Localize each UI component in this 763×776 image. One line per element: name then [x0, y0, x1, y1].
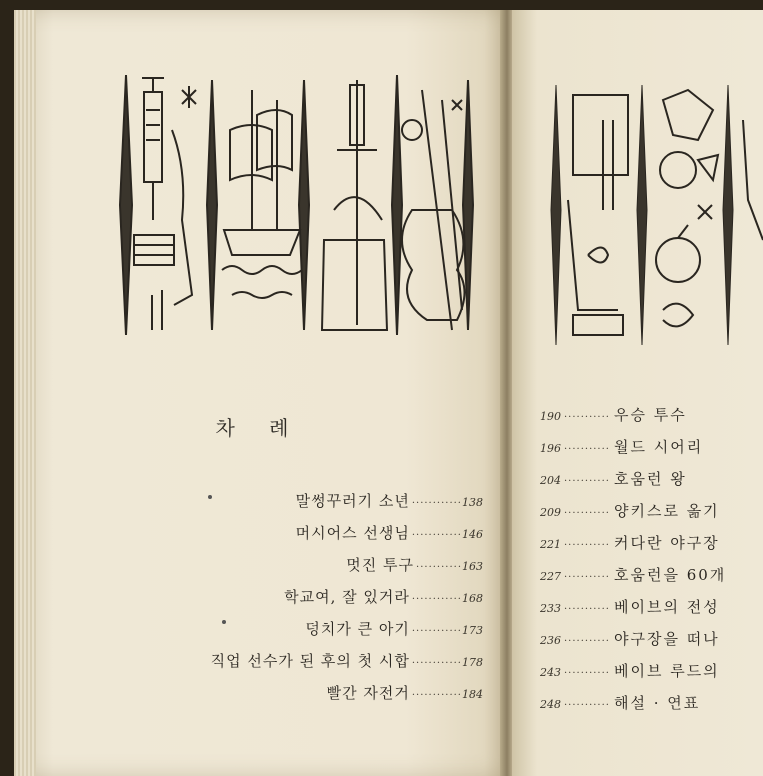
leader-dots: ···········: [564, 540, 610, 551]
toc-entry-page: 221: [540, 538, 561, 551]
toc-entry-title: 호움런을 60개: [613, 566, 727, 584]
book-icon: [568, 95, 628, 335]
toc-entry-page: 227: [540, 570, 561, 583]
toc-entry[interactable]: [14, 586, 484, 618]
diamond-divider: [723, 85, 733, 345]
toc-entry[interactable]: [14, 490, 484, 522]
diamond-divider: [637, 85, 647, 345]
toc-entry-title: 커다란 야구장: [613, 534, 720, 552]
leader-dots: ············: [411, 498, 462, 509]
toc-entry-page: 209: [540, 506, 561, 519]
toc-list-left: [14, 490, 484, 714]
illustration-frieze-left: [112, 70, 482, 350]
toc-entry[interactable]: [14, 650, 484, 682]
toc-entry-title: 우승 투수: [613, 406, 687, 424]
leader-dots: ···········: [564, 444, 610, 455]
diamond-divider: [207, 80, 217, 330]
toc-entry-page: 248: [540, 698, 561, 711]
ink-dot: [222, 620, 226, 624]
leader-dots: ···········: [564, 668, 610, 679]
leader-dots: ···········: [564, 636, 610, 647]
leader-dots: ············: [411, 626, 462, 637]
toc-entry[interactable]: [540, 660, 763, 692]
fruit-icon: [660, 90, 718, 188]
ink-dot: [208, 495, 212, 499]
diamond-divider: [299, 80, 309, 330]
toc-entry[interactable]: [540, 468, 763, 500]
flask-icon: [743, 120, 763, 240]
leader-dots: ············: [411, 530, 462, 541]
toc-entry-page: 243: [540, 666, 561, 679]
toc-entry-title: 베이브 루드의: [613, 662, 720, 680]
leader-dots: ···········: [564, 476, 610, 487]
toc-entry-title: 해설 · 연표: [613, 694, 701, 712]
toc-entry-title: 빨간 자전거: [326, 684, 410, 702]
toc-entry-page: 146: [462, 528, 483, 541]
sword-icon: [322, 80, 387, 330]
toc-entry-title: 머시어스 선생님: [295, 524, 410, 542]
diamond-divider: [120, 75, 132, 335]
toc-entry[interactable]: [540, 628, 763, 660]
toc-entry[interactable]: [14, 618, 484, 650]
illustration-frieze-right: [548, 80, 763, 355]
toc-entry[interactable]: [540, 564, 763, 596]
leader-dots: ···········: [416, 562, 462, 573]
toc-entry-title: 멋진 투구: [346, 556, 415, 574]
toc-entry-page: 196: [540, 442, 561, 455]
toc-entry-title: 베이브의 전성: [613, 598, 720, 616]
toc-entry-title: 직업 선수가 된 후의 첫 시합: [210, 652, 410, 670]
syringe-icon: [134, 78, 192, 330]
toc-entry-page: 184: [462, 688, 483, 701]
leader-dots: ···········: [564, 572, 610, 583]
violin-icon: [402, 90, 465, 330]
toc-entry[interactable]: [14, 554, 484, 586]
leader-dots: ···········: [564, 412, 610, 423]
toc-entry[interactable]: [540, 404, 763, 436]
toc-entry[interactable]: [540, 436, 763, 468]
leader-dots: ···········: [564, 604, 610, 615]
toc-entry-title: 양키스로 옮기: [613, 502, 720, 520]
toc-entry-page: 168: [462, 592, 483, 605]
diamond-divider: [551, 85, 561, 345]
asterisk-icon: [698, 205, 712, 219]
sailing-ship-icon: [222, 90, 302, 298]
leader-dots: ············: [411, 658, 462, 669]
leader-dots: ············: [411, 690, 462, 701]
apple-icon: [656, 225, 700, 326]
toc-entry[interactable]: [540, 500, 763, 532]
toc-entry[interactable]: [540, 532, 763, 564]
toc-entry[interactable]: [14, 522, 484, 554]
toc-entry-page: 190: [540, 410, 561, 423]
toc-entry-title: 학교여, 잘 있거라: [284, 588, 410, 606]
toc-entry-page: 204: [540, 474, 561, 487]
toc-entry-title: 호움런 왕: [613, 470, 687, 488]
toc-entry-title: 말썽꾸러기 소년: [295, 492, 410, 510]
diamond-divider: [392, 75, 402, 335]
toc-heading: 차 례: [215, 416, 303, 440]
toc-entry-page: 138: [462, 496, 483, 509]
leader-dots: ············: [411, 594, 462, 605]
toc-entry[interactable]: [540, 596, 763, 628]
toc-entry-title: 월드 시어리: [613, 438, 704, 456]
toc-entry[interactable]: [14, 682, 484, 714]
leader-dots: ···········: [564, 700, 610, 711]
asterisk-icon: [452, 100, 462, 110]
toc-list-right: [540, 404, 763, 724]
leader-dots: ···········: [564, 508, 610, 519]
asterisk-icon: [182, 86, 196, 108]
toc-entry-page: 178: [462, 656, 483, 669]
toc-entry-page: 163: [462, 560, 483, 573]
toc-entry-title: 야구장을 떠나: [613, 630, 720, 648]
toc-entry-title: 덩치가 큰 아기: [305, 620, 410, 638]
toc-entry-page: 233: [540, 602, 561, 615]
toc-entry-page: 173: [462, 624, 483, 637]
toc-entry-page: 236: [540, 634, 561, 647]
toc-entry[interactable]: [540, 692, 763, 724]
